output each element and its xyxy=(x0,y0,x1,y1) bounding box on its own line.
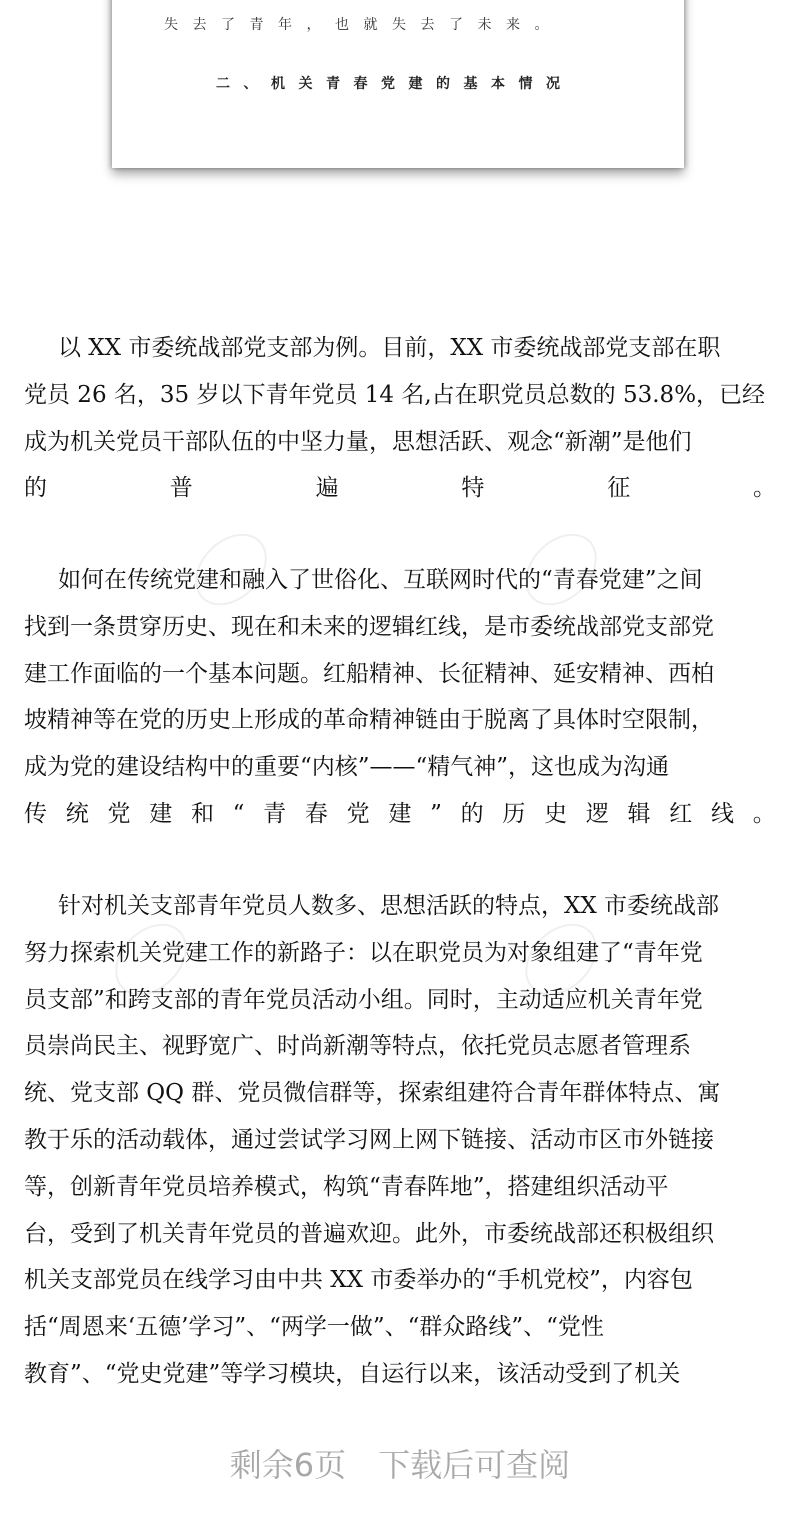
spread-char: 和 xyxy=(190,800,214,827)
text-line: 如何在传统党建和融入了世俗化、互联网时代的“青春党建”之间 xyxy=(58,567,703,593)
text-line: 党员 26 名，35 岁以下青年党员 14 名,占在职党员总数的 53.8%，已经 xyxy=(24,381,766,408)
text-line: 教育”、“党史党建”等学习模块，自运行以来，该活动受到了机关 xyxy=(24,1360,681,1387)
spread-char: 辑 xyxy=(627,800,651,827)
spread-line xyxy=(24,465,776,512)
text-line: 统、党支部 QQ 群、党员微信群等，探索组建符合青年群体特点、寓 xyxy=(24,1080,721,1107)
text-line: 建工作面临的一个基本问题。红船精神、长征精神、延安精神、西柏 xyxy=(24,660,714,687)
spread-char: 的 xyxy=(460,800,484,827)
paragraph-3 xyxy=(24,883,776,1398)
text-line: 台，受到了机关青年党员的普遍欢迎。此外，市委统战部还积极组织 xyxy=(24,1220,714,1247)
download-hint-label: 下载后可查阅 xyxy=(378,1446,571,1484)
spread-char: 红 xyxy=(669,800,693,827)
text-line: 员支部”和跨支部的青年党员活动小组。同时，主动适应机关青年党 xyxy=(24,986,703,1013)
spread-char: 青 xyxy=(263,800,287,827)
spread-char: 征 xyxy=(607,475,631,502)
text-line: 等，创新青年党员培养模式，构筑“青春阵地”，搭建组织活动平 xyxy=(24,1173,669,1200)
spread-line xyxy=(24,791,776,838)
text-line: 坡精神等在党的历史上形成的革命精神链由于脱离了具体时空限制， xyxy=(24,707,714,734)
spread-char: 统 xyxy=(65,800,89,827)
text-line: 机关支部党员在线学习由中共 XX 市委举办的“手机党校”，内容包 xyxy=(24,1267,693,1294)
spread-char: 特 xyxy=(461,475,485,502)
preview-quote-line: 失去了青年，也就失去了未来。 xyxy=(164,17,563,33)
spread-char: 党 xyxy=(107,800,131,827)
paragraph-1 xyxy=(24,325,776,512)
spread-char: “ xyxy=(232,800,245,827)
remaining-pages-label: 剩余6页 xyxy=(229,1446,347,1484)
paragraph-2 xyxy=(24,557,776,838)
spread-char: 普 xyxy=(169,475,193,502)
text-line: 成为机关党员干部队伍的中坚力量，思想活跃、观念“新潮”是他们 xyxy=(24,428,692,455)
text-line: 括“周恩来‘五德’学习”、“两学一做”、“群众路线”、“党性 xyxy=(24,1314,604,1341)
text-line: 教于乐的活动载体，通过尝试学习网上网下链接、活动市区市外链接 xyxy=(24,1126,714,1153)
spread-char: 遍 xyxy=(315,475,339,502)
text-line: 努力探索机关党建工作的新路子：以在职党员为对象组建了“青年党 xyxy=(24,939,703,966)
text-line: 员崇尚民主、视野宽广、时尚新潮等特点，依托党员志愿者管理系 xyxy=(24,1033,691,1060)
previous-page-preview xyxy=(112,0,684,168)
spread-char: 传 xyxy=(24,800,47,827)
spread-char: 线 xyxy=(711,800,735,827)
spread-char: 春 xyxy=(304,800,328,827)
spread-char: 逻 xyxy=(585,800,609,827)
text-line: 以 XX 市委统战部党支部为例。目前，XX 市委统战部党支部在职 xyxy=(58,335,721,361)
spread-char: 。 xyxy=(752,800,776,827)
text-line: 针对机关支部青年党员人数多、思想活跃的特点，XX 市委统战部 xyxy=(58,893,720,919)
spread-char: 党 xyxy=(346,800,370,827)
spread-char: 的 xyxy=(24,475,47,502)
spread-char: 历 xyxy=(502,800,526,827)
spread-char: ” xyxy=(430,800,442,827)
spread-char: 史 xyxy=(544,800,568,827)
spread-char: 建 xyxy=(149,800,173,827)
spread-char: 。 xyxy=(752,475,776,502)
text-line: 找到一条贯穿历史、现在和未来的逻辑红线，是市委统战部党支部党 xyxy=(24,613,714,640)
spread-char: 建 xyxy=(388,800,412,827)
remaining-pages-banner[interactable] xyxy=(0,1440,800,1486)
text-line: 成为党的建设结构中的重要“内核”——“精气神”，这也成为沟通 xyxy=(24,754,670,781)
preview-section-heading: 二、机关青春党建的基本情况 xyxy=(216,76,574,92)
